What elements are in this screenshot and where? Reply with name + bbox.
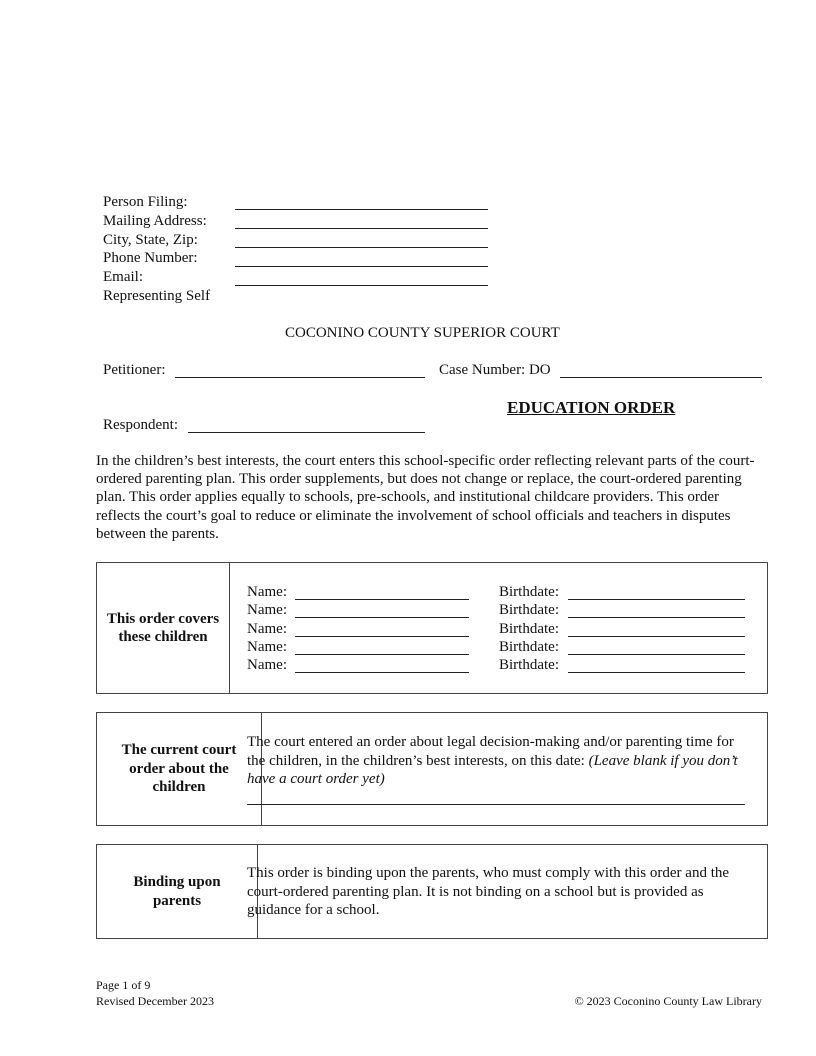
copyright: © 2023 Coconino County Law Library [574,994,762,1008]
email-field[interactable] [235,285,488,286]
email-label: Email: [103,269,143,285]
child-name-label: Name: [247,620,287,637]
current-order-hint: (Leave blank if you don’t have a court order yet) [247,752,738,787]
mailing-address-field[interactable] [235,228,488,229]
binding-label: Binding upon parents [97,845,258,938]
child-name-label: Name: [247,602,287,619]
revised-date: Revised December 2023 [96,994,214,1008]
binding-text: This order is binding upon the parents, who must comply with this order and the court-ordered parenting plan. It is not binding on a school but is provided as guidance for a school. [247,865,730,918]
phone-number-field[interactable] [235,266,488,267]
child-birthdate-field[interactable] [568,654,745,655]
court-name: COCONINO COUNTY SUPERIOR COURT [285,325,560,341]
children-section-label: This order covers these children [97,563,230,693]
child-name-label: Name: [247,584,287,600]
person-filing-label: Person Filing: [103,194,188,210]
child-birthdate-label: Birthdate: [499,638,559,655]
children-section [96,562,768,694]
person-filing-field[interactable] [235,209,488,210]
mailing-address-label: Mailing Address: [103,213,207,229]
child-birthdate-field[interactable] [568,636,745,637]
petitioner-label: Petitioner: [103,362,166,378]
current-order-section [96,712,768,826]
document-title: EDUCATION ORDER [507,398,676,417]
child-birthdate-label: Birthdate: [499,602,559,619]
page-number: Page 1 of 9 [96,978,151,992]
child-name-field[interactable] [295,599,469,600]
city-state-zip-label: City, State, Zip: [103,232,198,248]
phone-number-label: Phone Number: [103,250,198,266]
respondent-label: Respondent: [103,417,178,433]
current-order-text [247,733,747,789]
binding-section [96,844,768,939]
child-birthdate-label: Birthdate: [499,584,559,600]
child-name-field[interactable] [295,654,469,655]
child-birthdate-label: Birthdate: [499,620,559,637]
case-number-field[interactable] [560,377,762,378]
child-birthdate-label: Birthdate: [499,657,559,674]
representing-self: Representing Self [103,288,211,304]
current-order-statement: The court entered an order about legal decision-making and/or parenting time for the children, in the children’s best interests, on this date: [247,734,734,769]
current-order-label: The current court order about the children [97,713,262,825]
child-name-field[interactable] [295,636,469,637]
child-name-field[interactable] [295,617,469,618]
child-name-label: Name: [247,638,287,655]
order-date-field[interactable] [247,804,745,805]
case-number-label: Case Number: DO [439,362,551,378]
petitioner-field[interactable] [175,377,425,378]
child-name-label: Name: [247,657,287,674]
child-birthdate-field[interactable] [568,617,745,618]
intro-paragraph: In the children’s best interests, the court enters this school-specific order reflecting relevant parts of the court-ordered parenting plan. This order supplements, but does not change or replace, the court-ordered parenting plan. This order applies equally to schools, pre-schools, and institutional childcare providers. This order reflects the court’s goal to reduce or eliminate the involvement of school officials and teachers in disputes between the parents. [96,453,755,542]
respondent-field[interactable] [188,432,425,433]
child-name-field[interactable] [295,672,469,673]
child-birthdate-field[interactable] [568,599,745,600]
child-birthdate-field[interactable] [568,672,745,673]
city-state-zip-field[interactable] [235,247,488,248]
